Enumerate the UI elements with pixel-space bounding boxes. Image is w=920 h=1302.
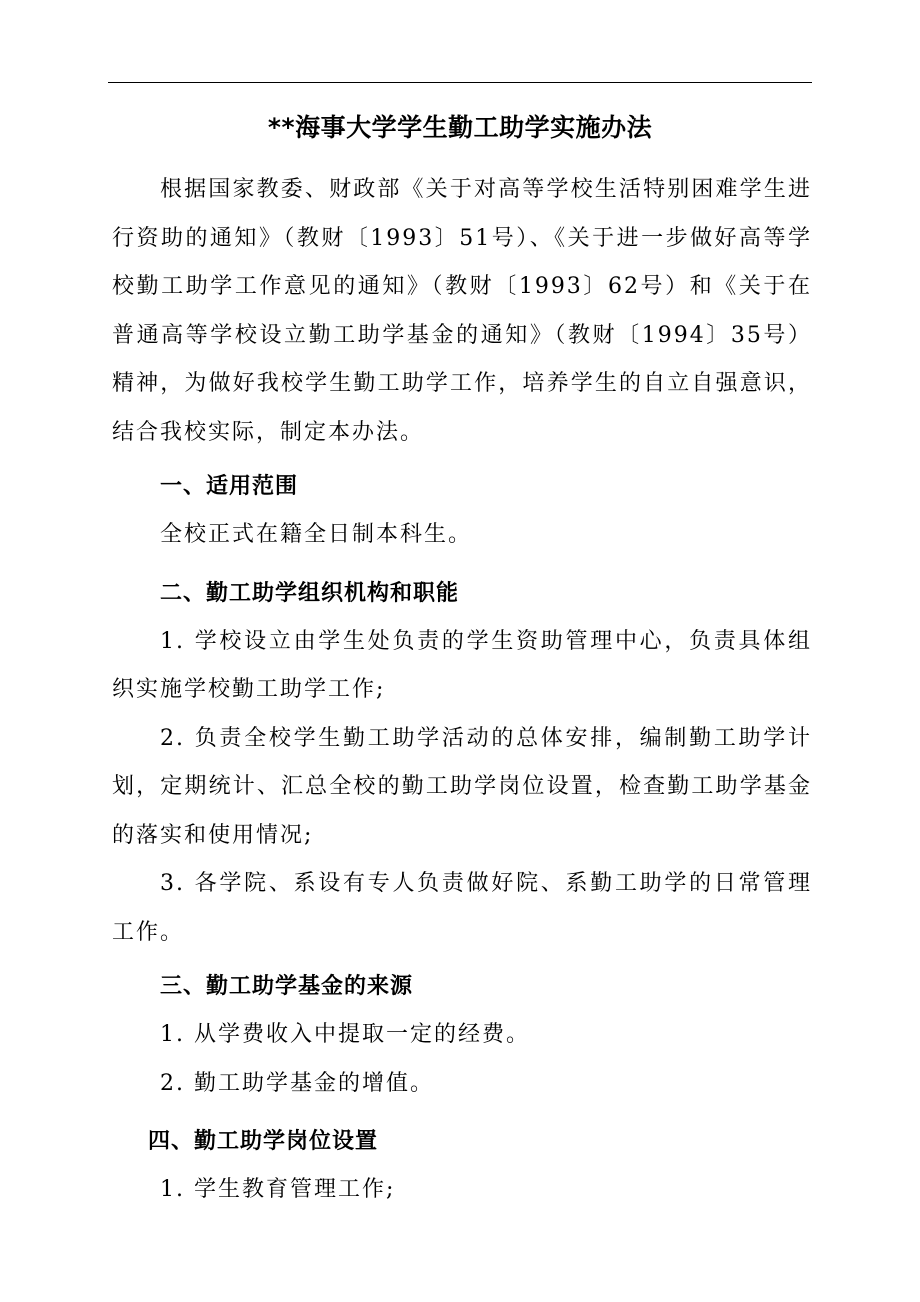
section-positions-item-1: 1. 学生教育管理工作; <box>160 1177 396 1202</box>
section-fund-item-1: 1. 从学费收入中提取一定的经费。 <box>160 1022 530 1047</box>
section-scope-paragraph: 全校正式在籍全日制本科生。 <box>160 522 473 547</box>
section-heading-organization: 二、勤工助学组织机构和职能 <box>160 580 460 606</box>
section-organization-item-1: 1. 学校设立由学生处负责的学生资助管理中心，负责具体组织实施学校勤工助学工作; <box>112 628 812 702</box>
document-body <box>112 166 812 1215</box>
header-rule <box>108 82 812 83</box>
section-heading-positions: 四、勤工助学岗位设置 <box>148 1129 379 1154</box>
section-fund-item-2: 2. 勤工助学基金的增值。 <box>160 1070 434 1096</box>
section-heading-scope: 一、适用范围 <box>160 474 299 499</box>
section-organization-item-2: 2. 负责全校学生勤工助学活动的总体安排，编制勤工助学计划，定期统计、汇总全校的勤工助学岗位设置，检查勤工助学基金的落实和使用情况; <box>112 725 812 848</box>
section-heading-fund-source: 三、勤工助学基金的来源 <box>160 974 414 999</box>
intro-paragraph: 根据国家教委、财政部《关于对高等学校生活特别困难学生进行资助的通知》（教财〔1993〕51号）、《关于进一步做好高等学校勤工助学工作意见的通知》（教财〔1993〕62号）和《关于在普通高等学校设立勤工助学基金的通知》（教财〔1994〕35号）精神，为做好我校学生勤工助学工作，培养学生的自立自强意识，结合我校实际，制定本办法。 <box>112 177 812 445</box>
section-organization-item-3: 3. 各学院、系设有专人负责做好院、系勤工助学的日常管理工作。 <box>112 871 812 945</box>
document-title: **海事大学学生勤工助学实施办法 <box>267 113 653 142</box>
